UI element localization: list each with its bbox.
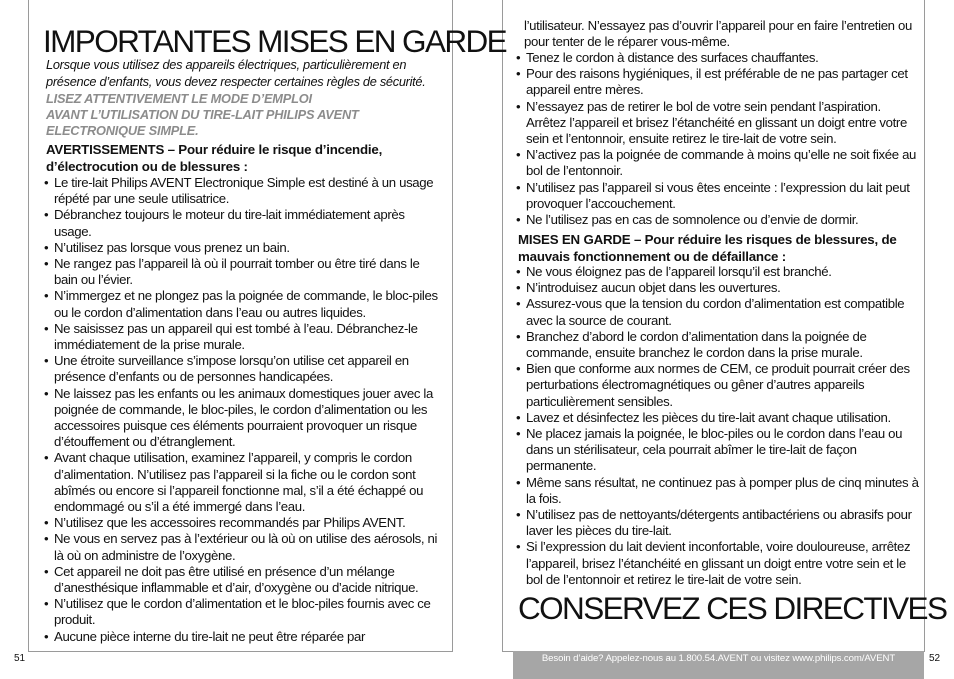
- help-footer-bar: [513, 651, 924, 679]
- caution-item: • Ne vous éloignez pas de l’appareil lorsqu’il est branché.: [516, 264, 920, 280]
- warning-item: • N’utilisez que le cordon d’alimentation et le bloc-piles fournis avec ce produit.: [44, 596, 444, 628]
- caution-item: • Si l’expression du lait devient inconfortable, voire douloureuse, arrêtez l’appareil, brisez l’étanchéité en glissant un doigt entre votre sein et le bol de l’entonnoir et retirez le tire-lait de votre sein.: [516, 539, 920, 588]
- cautions-list: [516, 264, 920, 588]
- page-number-right: 52: [929, 653, 941, 664]
- warning-item: • N’essayez pas de retirer le bol de votre sein pendant l’aspiration. Arrêtez l’appareil et brisez l’étanchéité en glissant un doigt entre votre sein et l’entonnoir, ensuite retirez le tire-lait de votre sein.: [516, 99, 920, 148]
- warning-continuation: l’utilisateur. N’essayez pas d’ouvrir l’appareil pour en faire l’entretien ou pour tenter de le réparer vous-même.: [524, 18, 912, 50]
- help-footer-text: Besoin d’aide? Appelez-nous au 1.800.54.AVENT ou visitez www.philips.com/AVENT: [541, 653, 896, 664]
- warning-item: • Avant chaque utilisation, examinez l’appareil, y compris le cordon d’alimentation. N’utilisez pas l’appareil si la fiche ou le cordon sont abîmés ou encore si l’appareil fonctionne mal, s’il a été échappé ou endommagé ou s’il a été immergé dans l’eau.: [44, 450, 444, 515]
- left-page-bottom-rule: [28, 651, 453, 652]
- warning-item: • Ne l’utilisez pas en cas de somnolence ou d’envie de dormir.: [516, 212, 920, 228]
- page-number-left: 51: [14, 653, 26, 664]
- closing-title: CONSERVEZ CES DIRECTIVES: [518, 590, 947, 626]
- warning-item: • Ne saisissez pas un appareil qui est tombé à l’eau. Débranchez-le immédiatement de la prise murale.: [44, 321, 444, 353]
- caution-item: • Lavez et désinfectez les pièces du tire-lait avant chaque utilisation.: [516, 410, 920, 426]
- warning-item: • Le tire-lait Philips AVENT Electronique Simple est destiné à un usage répété par une seule utilisatrice.: [44, 175, 444, 207]
- warning-item: • N’utilisez pas lorsque vous prenez un bain.: [44, 240, 444, 256]
- caution-item: • Même sans résultat, ne continuez pas à pomper plus de cinq minutes à la fois.: [516, 475, 920, 507]
- caution-item: • N’introduisez aucun objet dans les ouvertures.: [516, 280, 920, 296]
- warning-item: • N’activez pas la poignée de commande à moins qu’elle ne soit fixée au bol de l’entonnoir.: [516, 147, 920, 179]
- warning-item: • Ne rangez pas l’appareil là où il pourrait tomber ou être tiré dans le bain ou l’évier.: [44, 256, 444, 288]
- right-page-inner-rule: [502, 0, 503, 651]
- caution-item: • Bien que conforme aux normes de CEM, ce produit pourrait créer des perturbations électromagnétiques ou gêner d’autres appareils particulièrement sensibles.: [516, 361, 920, 410]
- intro-paragraph: Lorsque vous utilisez des appareils électriques, particulièrement en présence d’enfants, vous devez respecter certaines règles de sécurité.: [46, 57, 426, 89]
- warning-item: • Tenez le cordon à distance des surfaces chauffantes.: [516, 50, 920, 66]
- warning-item: • Ne vous en servez pas à l’extérieur ou là où on utilise des aérosols, ni là où on administre de l’oxygène.: [44, 531, 444, 563]
- warning-item: • Aucune pièce interne du tire-lait ne peut être réparée par: [44, 629, 444, 645]
- warnings-list-left: [44, 175, 444, 645]
- caution-item: • Assurez-vous que la tension du cordon d’alimentation est compatible avec la source de courant.: [516, 296, 920, 328]
- warning-item: • Ne laissez pas les enfants ou les animaux domestiques jouer avec la poignée de commande, le bloc-piles, le cordon d’alimentation ou les accessoires puisque ces éléments pourraient provoquer un risque d’étouffement ou d’étranglement.: [44, 386, 444, 451]
- left-page-outer-rule: [28, 0, 29, 651]
- warnings-heading: AVERTISSEMENTS – Pour réduire le risque d’incendie, d’électrocution ou de blessures :: [46, 142, 383, 174]
- caution-item: • N’utilisez pas de nettoyants/détergents antibactériens ou abrasifs pour laver les pièces du tire-lait.: [516, 507, 920, 539]
- warning-item: • Une étroite surveillance s’impose lorsqu’on utilise cet appareil en présence d’enfants ou de personnes handicapées.: [44, 353, 444, 385]
- left-page-inner-rule: [452, 0, 453, 651]
- warning-item: • N’immergez et ne plongez pas la poignée de commande, le bloc-piles ou le cordon d’alimentation dans l’eau ou autres liquides.: [44, 288, 444, 320]
- cautions-heading: MISES EN GARDE – Pour réduire les risques de blessures, de mauvais fonctionnement ou de défaillance :: [518, 232, 897, 264]
- caution-item: • Branchez d’abord le cordon d’alimentation dans la poignée de commande, ensuite branchez le cordon dans la prise murale.: [516, 329, 920, 361]
- warning-item: • N’utilisez que les accessoires recommandés par Philips AVENT.: [44, 515, 444, 531]
- warning-item: • Cet appareil ne doit pas être utilisé en présence d’un mélange d’anesthésique inflammable et d’air, d’oxygène ou d’acide nitrique.: [44, 564, 444, 596]
- warnings-list-right: [516, 50, 920, 228]
- warning-item: • Pour des raisons hygiéniques, il est préférable de ne pas partager cet appareil entre mères.: [516, 66, 920, 98]
- warning-item: • N’utilisez pas l’appareil si vous êtes enceinte : l’expression du lait peut provoquer l’accouchement.: [516, 180, 920, 212]
- notice-line-2: AVANT L’UTILISATION DU TIRE-LAIT PHILIPS AVENT ELECTRONIQUE SIMPLE.: [46, 106, 359, 138]
- warning-item: • Débranchez toujours le moteur du tire-lait immédiatement après usage.: [44, 207, 444, 239]
- right-page-outer-rule: [924, 0, 925, 651]
- left-page-title: IMPORTANTES MISES EN GARDE: [43, 23, 507, 59]
- read-instructions-notice: [46, 91, 442, 138]
- caution-item: • Ne placez jamais la poignée, le bloc-piles ou le cordon dans l’eau ou dans un stérilisateur, cela pourrait abîmer le tire-lait de façon permanente.: [516, 426, 920, 475]
- notice-line-1: LISEZ ATTENTIVEMENT LE MODE D’EMPLOI: [46, 91, 312, 106]
